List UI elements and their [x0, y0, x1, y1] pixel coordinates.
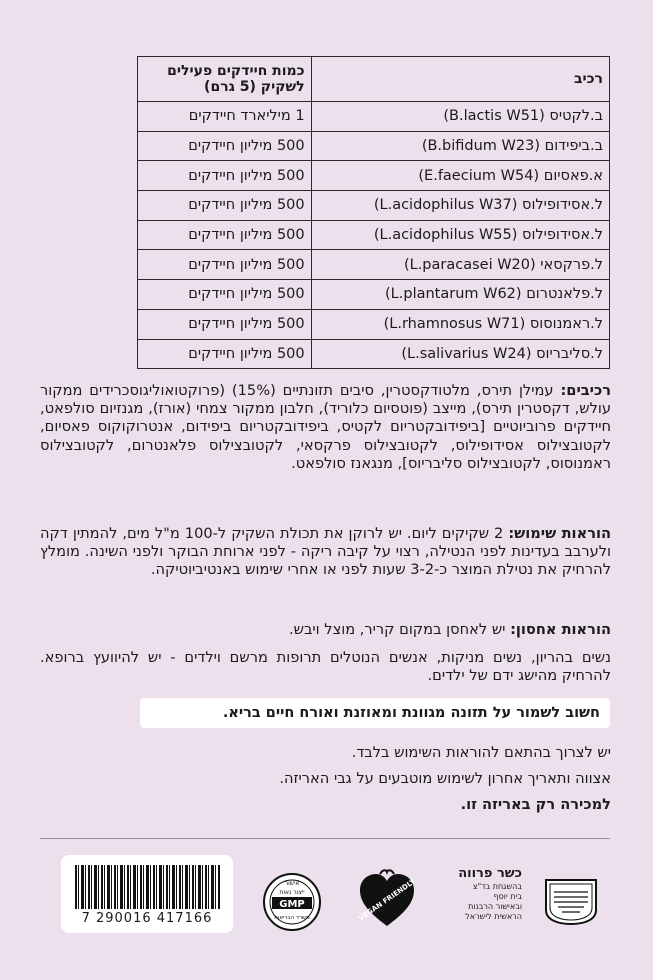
- table-row: [138, 220, 610, 250]
- strain-name: א.פאסיום (E.faecium W54): [311, 161, 609, 191]
- usage-text: 2 שקיקים ליום. יש לרוקן את תכולת השקיק ל-100 מ"ל מים, להמתין דקה ולערבב בעדינות לפני הנטילה, רצוי על קיבה ריקה - לפני ארוחת הבוקר ולפני השינה. מומלץ להרחיק את נטילת המוצר כ-3-2 שעות לפני או אחרי שימוש באנטיביוטיקה.: [40, 525, 611, 579]
- vegan-label: VEGAN FRIENDLY: [357, 877, 417, 923]
- barcode-bars: [75, 865, 220, 909]
- strain-name: ל.פלאנטרום (L.plantarum W62): [311, 280, 609, 310]
- storage-paragraph: [40, 621, 611, 639]
- strain-amount: 500 מיליון חיידקים: [138, 220, 312, 250]
- strain-amount: 500 מיליון חיידקים: [138, 250, 312, 280]
- kosher-line: ובאישור הרבנות: [468, 902, 522, 911]
- table-header-row: [138, 57, 610, 102]
- usage-label: הוראות שימוש:: [508, 525, 612, 542]
- strain-name: ב.לקטיס (B.lactis W51): [311, 102, 609, 132]
- health-banner: חשוב לשמור על תזונה מגוונת ומאוזנת ואורח חיים בריא.: [140, 698, 610, 728]
- strain-amount: 500 מיליון חיידקים: [138, 191, 312, 221]
- kosher-text: [452, 866, 522, 922]
- strain-amount: 500 מיליון חיידקים: [138, 131, 312, 161]
- strain-amount: 500 מיליון חיידקים: [138, 161, 312, 191]
- batch-note: אצווה ותאריך אחרון לשימוש מוטבעים על גבי האריזה.: [279, 770, 611, 787]
- divider: [40, 838, 610, 839]
- kosher-line: הראשית לישראל: [465, 912, 522, 921]
- ingredients-label: רכיבים:: [560, 382, 611, 399]
- storage-text: יש לאחסן במקום קריר, מוצל ויבש.: [289, 621, 511, 638]
- ingredients-text: עמילן תירס, מלטודקסטרין, סיבים תזונתיים (15%) (פרוקטואוליגוסכרידים ממקור עולש, דקסטרין תירס), מייצב (פוטסיום כלוריד), חלבון ממקור צמחי (אורז), מגנזיום סולפאט, חיידקים פרוביוטיים [ביפידובקטריום לקטיס, ביפידובקטריום ביפידום, אנטרוקוקוס פאסיום, לקטובצילוס אסידופילוס, לקטובצילוס פרקסאי, לקטובצילוס פלאנטרום, לקטובצילוס ראמנוסוס, לקטובצילוס סליבריוס], מנגאנז סולפאט.: [40, 382, 611, 472]
- kosher-title: כשר פרווה: [458, 866, 522, 881]
- table-row: [138, 191, 610, 221]
- header-amount: [138, 57, 312, 102]
- barcode-number: 7 290016 417166: [81, 911, 213, 926]
- table-row: [138, 250, 610, 280]
- strain-name: ל.אסידופילוס (L.acidophilus W37): [311, 191, 609, 221]
- header-amount-line2: לשקיק (5 גרם): [204, 79, 305, 95]
- strain-name: ל.פרקסאי (L.paracasei W20): [311, 250, 609, 280]
- barcode: [61, 855, 233, 933]
- strain-name: ב.ביפידום (B.bifidum W23): [311, 131, 609, 161]
- table-row: [138, 131, 610, 161]
- header-ingredient: רכיב: [311, 57, 609, 102]
- header-amount-line1: כמות חיידקים פעילים: [167, 63, 305, 79]
- strain-name: ל.ראמנוסוס (L.rhamnosus W71): [311, 309, 609, 339]
- strain-amount: 500 מיליון חיידקים: [138, 309, 312, 339]
- table-row: [138, 339, 610, 369]
- strain-name: ל.סליבריוס (L.salivarius W24): [311, 339, 609, 369]
- kosher-line: בית יוסף: [493, 892, 522, 901]
- sale-note: למכירה רק באריזה זו.: [460, 796, 611, 813]
- strain-name: ל.אסידופילוס (L.acidophilus W55): [311, 220, 609, 250]
- usage-note: יש לצרוך בהתאם להוראות השימוש בלבד.: [351, 744, 611, 761]
- table-row: [138, 161, 610, 191]
- strain-amount: 500 מיליון חיידקים: [138, 339, 312, 369]
- table-row: [138, 280, 610, 310]
- gmp-label: GMP: [279, 899, 305, 910]
- probiotic-table: [137, 56, 610, 369]
- storage-label: הוראות אחסון:: [510, 621, 611, 638]
- ingredients-paragraph: [40, 382, 611, 473]
- gmp-top-text: אישור: [284, 880, 300, 887]
- strain-amount: 1 מיליארד חיידקים: [138, 102, 312, 132]
- kosher-seal-icon: [540, 866, 602, 928]
- gmp-seal-icon: [262, 872, 322, 932]
- vegan-heart-icon: [356, 868, 418, 930]
- usage-paragraph: [40, 525, 611, 580]
- gmp-mid-text: ייצור נאות: [279, 889, 305, 896]
- table-row: [138, 309, 610, 339]
- gmp-bottom-text: משרד הבריאות: [274, 915, 310, 921]
- table-row: [138, 102, 610, 132]
- warning-paragraph: נשים בהריון, נשים מניקות, אנשים הנוטלים תרופות מרשם וילדים - יש להיוועץ ברופא. להרחיק מהישג ידם של ילדים.: [40, 649, 611, 685]
- kosher-line: בהשגחת בד"צ: [472, 882, 522, 891]
- strain-amount: 500 מיליון חיידקים: [138, 280, 312, 310]
